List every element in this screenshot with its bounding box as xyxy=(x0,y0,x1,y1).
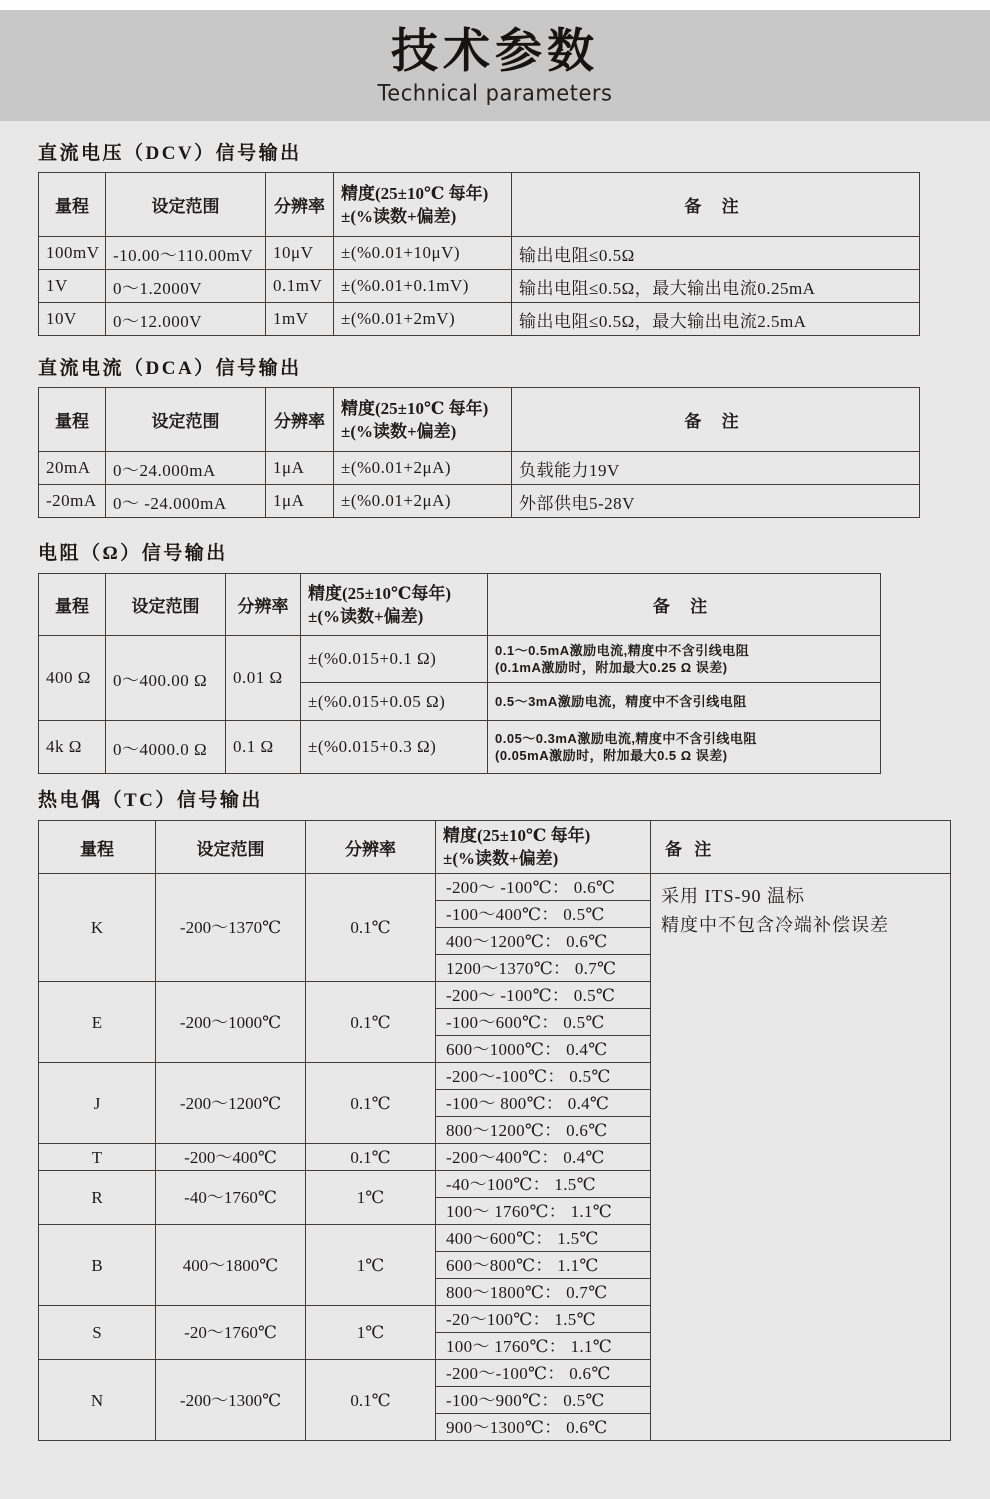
dca-row xyxy=(39,485,920,518)
tc-type: B xyxy=(39,1225,156,1306)
resistance-accuracy: ±(%0.015+0.1 Ω) xyxy=(301,636,488,683)
tc-header-row xyxy=(39,821,951,874)
page-title: 技术参数 xyxy=(391,24,599,79)
dca-row xyxy=(39,452,920,485)
tc-resolution: 0.1℃ xyxy=(306,1144,436,1171)
tc-table xyxy=(38,820,951,1441)
tc-set-range: -200～1370℃ xyxy=(156,874,306,982)
tc-type: R xyxy=(39,1171,156,1225)
resistance-table xyxy=(38,573,881,774)
tc-accuracy: 600～800℃： 1.1℃ xyxy=(436,1252,651,1279)
tc-remark-line1: 采用 ITS-90 温标 xyxy=(661,886,805,906)
tc-type: E xyxy=(39,982,156,1063)
tc-accuracy: 400～1200℃： 0.6℃ xyxy=(436,928,651,955)
resistance-header-resolution: 分辨率 xyxy=(226,574,301,636)
tc-header-accuracy xyxy=(436,821,651,874)
dcv-header-accuracy-line2: ±(%读数+偏差) xyxy=(341,206,457,226)
resistance-remark-line2: (0.05mA激励时，附加最大0.5 Ω 误差) xyxy=(495,748,728,763)
tc-accuracy: -40～100℃： 1.5℃ xyxy=(436,1171,651,1198)
dcv-header-resolution: 分辨率 xyxy=(266,173,334,237)
resistance-remark xyxy=(488,721,881,774)
dca-table xyxy=(38,387,920,518)
tc-header-resolution: 分辨率 xyxy=(306,821,436,874)
resistance-accuracy: ±(%0.015+0.05 Ω) xyxy=(301,683,488,721)
tc-accuracy: 100～ 1760℃： 1.1℃ xyxy=(436,1333,651,1360)
tc-accuracy: 900～1300℃： 0.6℃ xyxy=(436,1414,651,1441)
title-banner xyxy=(0,10,990,121)
resistance-row-4k xyxy=(39,721,881,774)
section-title-dcv: 直流电压（DCV）信号输出 xyxy=(38,143,302,164)
tc-type: J xyxy=(39,1063,156,1144)
dca-resolution: 1μA xyxy=(266,485,334,518)
tc-set-range: -40～1760℃ xyxy=(156,1171,306,1225)
dcv-range: 10V xyxy=(39,303,106,336)
resistance-header-accuracy-line2: ±(%读数+偏差) xyxy=(308,606,424,626)
tc-header-accuracy-line2: ±(%读数+偏差) xyxy=(443,849,559,868)
resistance-range: 4k Ω xyxy=(39,721,106,774)
resistance-resolution: 0.1 Ω xyxy=(226,721,301,774)
tc-accuracy: 800～1200℃： 0.6℃ xyxy=(436,1117,651,1144)
tc-set-range: -200～1000℃ xyxy=(156,982,306,1063)
resistance-header-accuracy-line1: 精度(25±10℃每年) xyxy=(308,583,452,603)
resistance-header-set-range: 设定范围 xyxy=(106,574,226,636)
dcv-header-range: 量程 xyxy=(39,173,106,237)
content xyxy=(0,138,990,1441)
dcv-header-accuracy-line1: 精度(25±10℃ 每年) xyxy=(341,183,489,203)
resistance-set-range: 0～400.00 Ω xyxy=(106,636,226,721)
tc-accuracy: -100～900℃： 0.5℃ xyxy=(436,1387,651,1414)
tc-type: S xyxy=(39,1306,156,1360)
tc-accuracy: 600～1000℃： 0.4℃ xyxy=(436,1036,651,1063)
resistance-header-row xyxy=(39,574,881,636)
tc-row-k xyxy=(39,874,951,901)
dca-range: 20mA xyxy=(39,452,106,485)
tc-accuracy: -100～ 800℃： 0.4℃ xyxy=(436,1090,651,1117)
tc-type: T xyxy=(39,1144,156,1171)
tc-accuracy: -200～400℃： 0.4℃ xyxy=(436,1144,651,1171)
tc-resolution: 1℃ xyxy=(306,1171,436,1225)
dcv-remark: 输出电阻≤0.5Ω，最大输出电流0.25mA xyxy=(512,270,920,303)
tc-type: K xyxy=(39,874,156,982)
tc-header-accuracy-line1: 精度(25±10℃ 每年) xyxy=(443,826,591,845)
dcv-range: 100mV xyxy=(39,237,106,270)
dca-header-accuracy-line2: ±(%读数+偏差) xyxy=(341,421,457,441)
tc-set-range: -20～1760℃ xyxy=(156,1306,306,1360)
resistance-row-400 xyxy=(39,636,881,683)
resistance-remark xyxy=(488,636,881,683)
dcv-table xyxy=(38,172,920,336)
dcv-remark: 输出电阻≤0.5Ω xyxy=(512,237,920,270)
section-title-tc: 热电偶（TC）信号输出 xyxy=(38,790,263,811)
dcv-header-accuracy xyxy=(334,173,512,237)
dcv-range: 1V xyxy=(39,270,106,303)
dcv-accuracy: ±(%0.01+2mV) xyxy=(334,303,512,336)
dcv-header-row xyxy=(39,173,920,237)
tc-accuracy: 100～ 1760℃： 1.1℃ xyxy=(436,1198,651,1225)
dca-header-set-range: 设定范围 xyxy=(106,388,266,452)
section-title-resistance: 电阻（Ω）信号输出 xyxy=(38,543,228,564)
resistance-header-accuracy xyxy=(301,574,488,636)
tc-resolution: 0.1℃ xyxy=(306,874,436,982)
dca-header-row xyxy=(39,388,920,452)
dcv-header-set-range: 设定范围 xyxy=(106,173,266,237)
tc-accuracy: -20～100℃： 1.5℃ xyxy=(436,1306,651,1333)
resistance-resolution: 0.01 Ω xyxy=(226,636,301,721)
tc-resolution: 1℃ xyxy=(306,1225,436,1306)
dca-range: -20mA xyxy=(39,485,106,518)
dca-accuracy: ±(%0.01+2μA) xyxy=(334,452,512,485)
dcv-accuracy: ±(%0.01+0.1mV) xyxy=(334,270,512,303)
dcv-row xyxy=(39,237,920,270)
tc-header-remark: 备 注 xyxy=(651,821,951,874)
resistance-remark-line1: 0.1～0.5mA激励电流,精度中不含引线电阻 xyxy=(495,643,750,658)
resistance-set-range: 0～4000.0 Ω xyxy=(106,721,226,774)
tc-resolution: 0.1℃ xyxy=(306,1063,436,1144)
tc-accuracy: -200～-100℃： 0.6℃ xyxy=(436,1360,651,1387)
dca-resolution: 1μA xyxy=(266,452,334,485)
dcv-remark: 输出电阻≤0.5Ω，最大输出电流2.5mA xyxy=(512,303,920,336)
tc-accuracy: 400～600℃： 1.5℃ xyxy=(436,1225,651,1252)
dca-set-range: 0～24.000mA xyxy=(106,452,266,485)
tc-accuracy: 1200～1370℃： 0.7℃ xyxy=(436,955,651,982)
page-subtitle: Technical parameters xyxy=(377,80,613,106)
tc-remark xyxy=(651,874,951,1441)
resistance-header-range: 量程 xyxy=(39,574,106,636)
top-strip xyxy=(0,0,990,10)
resistance-header-remark: 备 注 xyxy=(488,574,881,636)
dca-header-remark: 备 注 xyxy=(512,388,920,452)
dcv-row xyxy=(39,303,920,336)
resistance-accuracy: ±(%0.015+0.3 Ω) xyxy=(301,721,488,774)
tc-set-range: -200～1200℃ xyxy=(156,1063,306,1144)
dcv-set-range: -10.00～110.00mV xyxy=(106,237,266,270)
tc-set-range: 400～1800℃ xyxy=(156,1225,306,1306)
tc-header-set-range: 设定范围 xyxy=(156,821,306,874)
dcv-set-range: 0～12.000V xyxy=(106,303,266,336)
tc-resolution: 0.1℃ xyxy=(306,982,436,1063)
dca-header-resolution: 分辨率 xyxy=(266,388,334,452)
tc-accuracy: -100～600℃： 0.5℃ xyxy=(436,1009,651,1036)
dcv-resolution: 0.1mV xyxy=(266,270,334,303)
dca-remark: 外部供电5-28V xyxy=(512,485,920,518)
tc-type: N xyxy=(39,1360,156,1441)
tc-set-range: -200～400℃ xyxy=(156,1144,306,1171)
dcv-header-remark: 备 注 xyxy=(512,173,920,237)
dca-header-accuracy-line1: 精度(25±10℃ 每年) xyxy=(341,398,489,418)
resistance-range: 400 Ω xyxy=(39,636,106,721)
tc-accuracy: -200～ -100℃： 0.5℃ xyxy=(436,982,651,1009)
dca-header-accuracy xyxy=(334,388,512,452)
resistance-remark: 0.5～3mA激励电流，精度中不含引线电阻 xyxy=(488,683,881,721)
dcv-row xyxy=(39,270,920,303)
section-title-dca: 直流电流（DCA）信号输出 xyxy=(38,358,302,379)
tc-accuracy: -200～ -100℃： 0.6℃ xyxy=(436,874,651,901)
tc-resolution: 1℃ xyxy=(306,1306,436,1360)
tc-set-range: -200～1300℃ xyxy=(156,1360,306,1441)
dcv-resolution: 10μV xyxy=(266,237,334,270)
tc-accuracy: 800～1800℃： 0.7℃ xyxy=(436,1279,651,1306)
dca-set-range: 0～ -24.000mA xyxy=(106,485,266,518)
resistance-remark-line2: (0.1mA激励时，附加最大0.25 Ω 误差) xyxy=(495,660,728,675)
dcv-accuracy: ±(%0.01+10μV) xyxy=(334,237,512,270)
dca-header-range: 量程 xyxy=(39,388,106,452)
tc-accuracy: -100～400℃： 0.5℃ xyxy=(436,901,651,928)
dcv-set-range: 0～1.2000V xyxy=(106,270,266,303)
tc-remark-line2: 精度中不包含冷端补偿误差 xyxy=(661,915,889,935)
tc-accuracy: -200～-100℃： 0.5℃ xyxy=(436,1063,651,1090)
tc-header-range: 量程 xyxy=(39,821,156,874)
resistance-remark-line1: 0.05～0.3mA激励电流,精度中不含引线电阻 xyxy=(495,731,757,746)
dca-accuracy: ±(%0.01+2μA) xyxy=(334,485,512,518)
dcv-resolution: 1mV xyxy=(266,303,334,336)
dca-remark: 负载能力19V xyxy=(512,452,920,485)
tc-resolution: 0.1℃ xyxy=(306,1360,436,1441)
